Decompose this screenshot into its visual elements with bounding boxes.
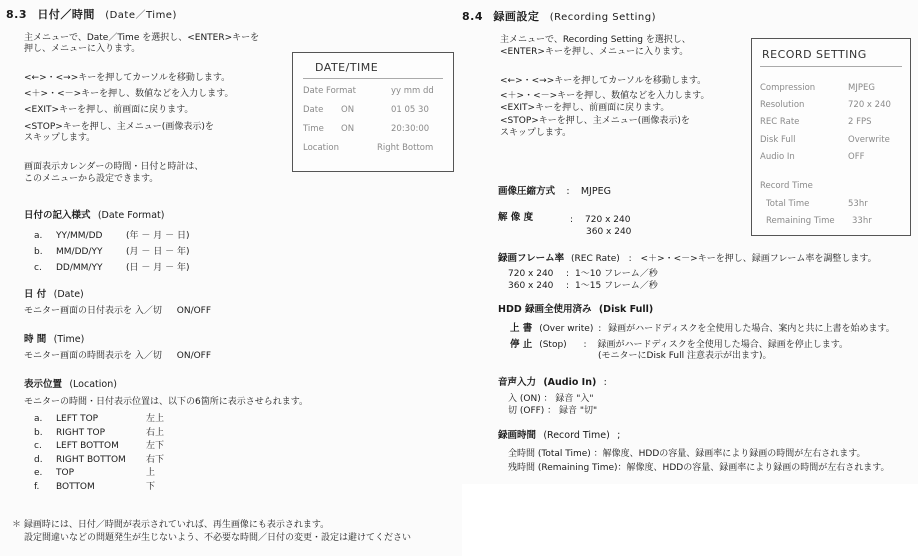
heading-en: (Location) [69,379,117,390]
row-label: REC Rate [760,117,800,127]
resolution-value: 720 x 240 [585,215,631,225]
time-desc [24,351,211,362]
row-value: 2 FPS [848,117,872,127]
instruction-line: <＋>・<－>キーを押し、数値などを入力します。 [24,89,234,99]
heading-en: (Disk Full) [598,304,654,315]
disk-full-overwrite: 上 書 (Over write) : 録画がハードディスクを全使用した場合、案内と共に上書を始めます。 [510,323,895,334]
heading-jp: 日 付 [24,289,47,300]
row-value: Right Bottom [377,143,434,153]
row-label: Resolution [760,100,805,110]
heading-en: (Audio In) [543,377,597,388]
date-format-list [34,228,189,276]
instructions [500,75,709,140]
heading-jp: 録画時間 [498,430,537,441]
list-item: c. DD/MM/YY (日 － 月 － 年) [34,263,190,273]
date-desc [24,306,211,317]
location-heading [24,379,117,391]
footnote [12,519,411,545]
row-value: 33hr [852,216,872,226]
row-value: yy mm dd [391,86,434,96]
disk-full-stop: 停 止 (Stop) : 録画がハードディスクを全使用した場合、録画を停止します。 [510,339,849,350]
list-item: a. LEFT TOP 左上 [34,414,165,424]
instruction-line: <STOP>キーを押し、主メニュー(画像表示)を [500,115,690,126]
row-value: Overwrite [848,135,890,145]
record-time-desc [508,448,889,474]
desc-text: モニター画面の時間表示を 入／切 [24,351,162,361]
instruction-line: <←>・<→>キーを押してカーソルを移動します。 [24,73,231,83]
heading-en: (REC Rate) [571,254,620,264]
record-setting-screen [751,38,911,236]
row-state: ON [341,105,355,115]
row-label: Date [303,105,324,115]
row-value: 20:30:00 [391,124,430,134]
section-title: 録画設定 [493,10,540,23]
row-label: Date Format [303,86,356,96]
resolution-value: 360 x 240 [586,227,632,237]
row-label: Total Time [766,199,810,209]
time-heading [24,334,84,346]
intro-line: 押し、メニューに入ります。 [24,44,141,55]
instruction-line: <STOP>キーを押し、主メニュー(画像表示)を [24,122,214,132]
instruction-line: <EXIT>キーを押し、前画面に戻ります。 [500,103,670,113]
row-label: Disk Full [760,135,796,145]
record-time-label: Record Time [760,181,813,191]
option-en: (Stop) [539,340,567,350]
section-title-en: (Date／Time) [105,10,177,21]
rec-rate-table [508,268,658,292]
list-item: b. RIGHT TOP 右上 [34,427,165,438]
list-item: d. RIGHT BOTTOM 右下 [34,454,165,465]
audio-off: 切 (OFF) ： 録音 "切" [508,406,598,416]
disk-full-stop-note: (モニターにDisk Full 注意表示が出ます)。 [598,351,772,361]
row-label: Time [303,124,324,134]
blank-area [462,484,918,556]
row-value: 53hr [848,199,868,209]
row-label: Location [303,143,339,153]
row-label: Compression [760,83,816,93]
heading-jp: 日付の記入様式 [24,210,91,221]
divider [760,66,902,67]
rec-rate-desc: <＋>・<－>キーを押し、録画フレーム率を調整します。 [640,254,877,264]
date-time-screen [292,52,454,172]
intro-text [24,33,259,56]
total-time-desc: 全時間 (Total Time) ：解像度、HDDの容量、録画率により録画の時間が左右されます。 [508,449,866,459]
list-item: f. BOTTOM 下 [34,481,156,492]
heading-en: (Date Format) [97,210,165,221]
date-format-heading [24,210,164,222]
option-label: 上 書 [510,323,533,334]
screen-title: DATE/TIME [315,61,379,74]
option-desc: 録画がハードディスクを全使用した場合、録画を停止します。 [597,340,849,350]
heading-jp: 録画フレーム率 [498,253,565,264]
audio-in-heading: 音声入力 (Audio In) : [498,377,607,388]
location-desc: モニターの時間・日付表示位置は、以下の6箇所に表示させられます。 [24,397,309,407]
row-state: ON [341,124,355,134]
section-number: 8.3 [6,8,27,21]
row-value: 720 x 240 [848,100,891,110]
instruction-line: スキップします。 [24,133,96,143]
heading-en: (Record Time) [543,430,610,441]
screen-row-date-format [303,86,356,97]
footnote-line: 設定間違いなどの問題発生が生じないよう、不必要な時間／日付の変更・設定は避けてください [24,533,412,543]
calendar-note [24,161,203,185]
compression-label: 画像圧縮方式 [498,186,556,197]
note-line: 画面表示カレンダーの時間・日付と時計は、 [24,162,204,172]
instructions [24,70,233,144]
row-label: Audio In [760,152,795,162]
row-value: MJPEG [848,83,875,93]
remaining-time-desc: 残時間 (Remaining Time)：解像度、HDDの容量、録画率により録画の時間が左右されます。 [508,463,890,473]
audio-in-options [508,393,597,417]
rec-rate-heading: 録画フレーム率 (REC Rate) : <＋>・<－>キーを押し、録画フレーム率を調整します。 [498,253,877,264]
list-item: a. YY/MM/DD (年 － 月 － 日) [34,231,190,241]
row-value: OFF [848,152,865,162]
desc-text: モニター画面の日付表示を 入／切 [24,306,162,316]
resolution-values: : 720 x 240 360 x 240 [570,215,632,237]
note-line: このメニューから設定できます。 [24,174,159,184]
option-en: (Over write) [539,324,594,334]
heading-en: (Date) [53,289,84,300]
divider [303,78,443,79]
heading-en: (Time) [53,334,85,345]
list-item: c. LEFT BOTTOM 左下 [34,441,165,451]
instruction-line: <＋>・<－>キーを押し、数値などを入力します。 [500,90,710,101]
section-heading-date-time [6,8,177,23]
intro-line: 主メニューで、Date／Time を選択し、<ENTER>キーを [24,33,260,43]
section-title-en: (Recording Setting) [549,12,656,23]
table-row: 360 x 240 : 1～15 フレーム／秒 [508,281,658,291]
heading-jp: 時 間 [24,334,47,345]
heading-jp: 表示位置 [24,379,63,390]
heading-jp: HDD 録画全使用済み [498,304,592,315]
list-item: b. MM/DD/YY (月 － 日 － 年) [34,247,190,257]
intro-text [500,34,691,58]
desc-value: ON/OFF [176,306,212,316]
compression-value: MJPEG [580,186,611,197]
compression-row: 画像圧縮方式 : MJPEG [498,186,611,197]
intro-line: <ENTER>キーを押し、メニューに入ります。 [500,47,689,57]
resolution-label: 解 像 度 [498,212,534,223]
instruction-line: <EXIT>キーを押し、前画面に戻ります。 [24,105,194,115]
disk-full-heading [498,304,653,316]
section-number: 8.4 [462,10,483,23]
audio-on: 入 (ON) ： 録音 "入" [508,394,594,404]
row-value: 01 05 30 [391,105,429,115]
row-label: Remaining Time [766,216,835,226]
desc-value: ON/OFF [176,351,212,361]
footnote-line: ＊ 録画時には、日付／時間が表示されていれば、再生画像にも表示されます。 [12,520,330,530]
record-time-heading: 録画時間 (Record Time) ; [498,430,621,441]
list-item: e. TOP 上 [34,468,156,478]
table-row: 720 x 240 : 1～10 フレーム／秒 [508,269,658,279]
section-title: 日付／時間 [37,8,95,21]
option-desc: 録画がハードディスクを全使用した場合、案内と共に上書を始めます。 [608,324,895,334]
instruction-line: <←>・<→>キーを押してカーソルを移動します。 [500,76,707,86]
date-heading [24,289,84,301]
location-list [34,413,164,494]
intro-line: 主メニューで、Recording Setting を選択し、 [500,35,691,45]
instruction-line: スキップします。 [500,128,572,138]
heading-jp: 音声入力 [498,377,537,388]
option-label: 停 止 [510,339,533,350]
section-heading-recording [462,10,656,25]
screen-title: RECORD SETTING [762,48,867,61]
